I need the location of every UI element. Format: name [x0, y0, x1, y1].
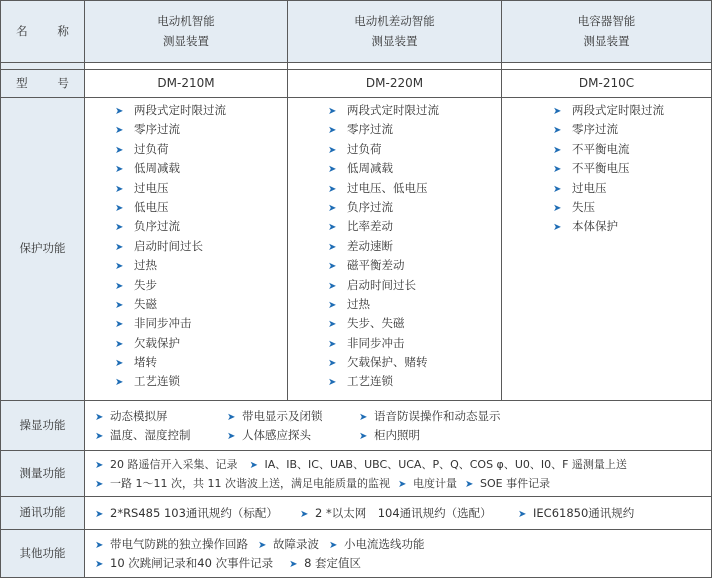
- protection-item-label: 非同步冲击: [134, 316, 192, 331]
- arrow-icon: ➤: [553, 125, 562, 137]
- other-item: ➤ 带电气防跳的独立操作回路: [95, 535, 248, 555]
- protection-item: [553, 198, 711, 217]
- arrow-icon: ➤: [95, 411, 104, 423]
- protection-col-1: [85, 98, 288, 401]
- protection-item: [328, 334, 501, 353]
- communication-label: 通讯功能: [19, 505, 66, 520]
- protection-item-label: 堵转: [134, 355, 157, 370]
- spacer-row: [1, 63, 712, 70]
- spacer-label-cell: [1, 63, 85, 70]
- arrow-icon: ➤: [115, 202, 124, 214]
- arrow-icon: ➤: [328, 280, 337, 292]
- arrow-icon: ➤: [464, 478, 474, 490]
- arrow-icon: ➤: [95, 558, 104, 570]
- arrow-icon: ➤: [328, 319, 337, 331]
- arrow-icon: ➤: [115, 358, 124, 370]
- protection-item-label: 欠载保护: [134, 335, 180, 350]
- arrow-icon: ➤: [95, 430, 104, 442]
- protection-item-label: 负序过流: [134, 219, 180, 234]
- protection-item-label: 负序过流: [347, 199, 393, 214]
- arrow-icon: ➤: [95, 508, 104, 520]
- protection-item: [115, 179, 287, 198]
- arrow-icon: ➤: [359, 411, 368, 423]
- name-label-cell: [1, 1, 85, 63]
- protection-item-label: 低周减载: [134, 161, 180, 176]
- protection-item-label: 零序过流: [134, 122, 180, 137]
- protection-item: [115, 334, 287, 353]
- protection-item-label: 磁平衡差动: [347, 258, 405, 273]
- protection-item: [115, 101, 287, 120]
- protection-row: [1, 98, 712, 401]
- arrow-icon: ➤: [115, 106, 124, 117]
- arrow-icon: ➤: [553, 144, 562, 156]
- product-2-line1: 电动机差动智能: [354, 13, 435, 28]
- measurement-row: [1, 451, 712, 497]
- arrow-icon: ➤: [328, 377, 337, 389]
- other-label: 其他功能: [19, 545, 66, 560]
- protection-item: [328, 353, 501, 372]
- product-header-2: [288, 1, 502, 63]
- protection-label-cell: [1, 98, 85, 401]
- protection-item: [328, 179, 501, 198]
- arrow-icon: ➤: [553, 164, 562, 176]
- arrow-icon: ➤: [359, 430, 368, 442]
- protection-item-label: 零序过流: [347, 122, 393, 137]
- model-label-cell: [1, 70, 85, 98]
- arrow-icon: ➤: [227, 411, 236, 423]
- operation-item: ➤ 动态模拟屏: [95, 407, 227, 427]
- protection-item: [115, 295, 287, 314]
- arrow-icon: ➤: [115, 319, 124, 331]
- measurement-item: ➤ 一路 1～11 次，共 11 次谐波上送，满足电能质量的监视: [95, 474, 390, 494]
- product-header-3: [502, 1, 712, 63]
- protection-item: [553, 140, 711, 159]
- arrow-icon: ➤: [328, 222, 337, 234]
- arrow-icon: ➤: [328, 241, 337, 253]
- measurement-line-1: [85, 455, 711, 474]
- protection-item-label: 工艺连锁: [134, 374, 180, 389]
- protection-item: [553, 179, 711, 198]
- protection-item-label: 工艺连锁: [347, 374, 393, 389]
- protection-item: [115, 372, 287, 391]
- protection-item: [328, 276, 501, 295]
- protection-item-label: 欠载保护、赌转: [347, 355, 428, 370]
- arrow-icon: ➤: [518, 508, 527, 520]
- protection-item: [553, 217, 711, 236]
- product-3-line1: 电容器智能: [577, 13, 636, 28]
- arrow-icon: ➤: [328, 164, 337, 176]
- protection-item-label: 两段式定时限过流: [347, 103, 439, 117]
- protection-item-label: 本体保护: [572, 219, 618, 234]
- arrow-icon: ➤: [95, 539, 104, 551]
- other-content: [85, 530, 712, 578]
- name-label: 名 称: [16, 23, 82, 38]
- arrow-icon: ➤: [249, 459, 258, 471]
- arrow-icon: ➤: [328, 299, 337, 311]
- arrow-icon: ➤: [397, 478, 407, 490]
- spacer-cell-1: [85, 63, 288, 70]
- protection-item-label: 差动速断: [347, 238, 393, 253]
- protection-item-label: 过电压: [572, 180, 607, 195]
- communication-label-cell: [1, 497, 85, 530]
- spacer-cell-3: [502, 63, 712, 70]
- arrow-icon: ➤: [258, 539, 267, 551]
- arrow-icon: ➤: [95, 459, 104, 471]
- arrow-icon: ➤: [328, 106, 337, 117]
- operation-item: ➤ 柜内照明: [359, 426, 420, 446]
- arrow-icon: ➤: [289, 558, 298, 570]
- arrow-icon: ➤: [328, 338, 337, 350]
- arrow-icon: ➤: [115, 299, 124, 311]
- protection-item-label: 过热: [347, 296, 370, 311]
- measurement-item: ➤ SOE 事件记录: [465, 474, 550, 494]
- other-label-cell: [1, 530, 85, 578]
- operation-label: 操显功能: [19, 417, 66, 432]
- protection-item: [115, 120, 287, 139]
- arrow-icon: ➤: [115, 144, 124, 156]
- protection-item: [328, 101, 501, 120]
- arrow-icon: ➤: [95, 478, 104, 490]
- arrow-icon: ➤: [553, 222, 562, 234]
- operation-label-cell: [1, 401, 85, 451]
- protection-item-label: 非同步冲击: [347, 335, 405, 350]
- model-value-2: DM-220M: [288, 70, 502, 98]
- protection-item: [328, 198, 501, 217]
- protection-item: [115, 159, 287, 178]
- communication-content: [85, 497, 712, 530]
- protection-item-label: 启动时间过长: [134, 238, 203, 253]
- measurement-line-2: [85, 474, 711, 493]
- protection-item: [328, 120, 501, 139]
- operation-line-1: [85, 407, 711, 426]
- protection-item-label: 启动时间过长: [347, 277, 416, 292]
- protection-col-2: [288, 98, 502, 401]
- protection-item: [328, 237, 501, 256]
- protection-item-label: 不平衡电流: [572, 141, 630, 156]
- spacer-cell-2: [288, 63, 502, 70]
- communication-item: ➤ 2*RS485 103通讯规约（标配）: [95, 504, 300, 524]
- protection-item-label: 低周减载: [347, 161, 393, 176]
- protection-item: [115, 198, 287, 217]
- arrow-icon: ➤: [328, 202, 337, 214]
- other-line-2: [85, 554, 711, 573]
- model-value-3: DM-210C: [502, 70, 712, 98]
- arrow-icon: ➤: [115, 377, 124, 389]
- other-item: ➤ 小电流选线功能: [329, 535, 425, 555]
- protection-item: [115, 353, 287, 372]
- arrow-icon: ➤: [329, 539, 338, 551]
- arrow-icon: ➤: [328, 358, 337, 370]
- measurement-content: [85, 451, 712, 497]
- protection-item-label: 失磁: [134, 296, 157, 311]
- arrow-icon: ➤: [328, 261, 337, 273]
- protection-label: 保护功能: [19, 241, 66, 256]
- protection-item: [328, 256, 501, 275]
- protection-item: [553, 120, 711, 139]
- protection-item-label: 低电压: [134, 199, 169, 214]
- model-label: 型 号: [16, 75, 82, 90]
- model-row: [1, 70, 712, 98]
- communication-item: ➤ 2 *以太网 104通讯规约（选配）: [300, 504, 518, 524]
- protection-item-label: 不平衡电压: [572, 161, 630, 176]
- arrow-icon: ➤: [115, 183, 124, 195]
- arrow-icon: ➤: [227, 430, 236, 442]
- protection-item-label: 两段式定时限过流: [134, 103, 226, 117]
- protection-item: [553, 101, 711, 120]
- protection-item-label: 失压: [572, 199, 595, 214]
- arrow-icon: ➤: [115, 125, 124, 137]
- protection-item: [328, 159, 501, 178]
- product-1-line2: 测显装置: [163, 33, 209, 48]
- other-item: ➤ 8 套定值区: [289, 554, 361, 574]
- product-3-line2: 测显装置: [583, 33, 630, 48]
- protection-item: [115, 237, 287, 256]
- arrow-icon: ➤: [115, 222, 124, 234]
- protection-item: [115, 256, 287, 275]
- other-item: ➤ 10 次跳闸记录和40 次事件记录: [95, 554, 273, 574]
- model-value-1: DM-210M: [85, 70, 288, 98]
- protection-item: [328, 372, 501, 391]
- arrow-icon: ➤: [115, 261, 124, 273]
- operation-item: ➤ 带电显示及闭锁: [227, 407, 359, 427]
- protection-list-2: [288, 101, 501, 392]
- protection-item-label: 过负荷: [134, 141, 169, 156]
- measurement-item: ➤ 20 路遥信开入采集、记录: [95, 455, 238, 475]
- protection-item-label: 失步: [134, 277, 157, 292]
- other-row: [1, 530, 712, 578]
- communication-item: ➤ IEC61850通讯规约: [518, 504, 634, 524]
- measurement-label: 测量功能: [19, 465, 66, 480]
- product-header-1: [85, 1, 288, 63]
- other-line-1: [85, 535, 711, 554]
- communication-line: [85, 504, 711, 523]
- operation-line-2: [85, 426, 711, 445]
- operation-item: ➤ 人体感应探头: [227, 426, 359, 446]
- arrow-icon: ➤: [115, 338, 124, 350]
- operation-item: ➤ 语音防误操作和动态显示: [359, 407, 501, 427]
- arrow-icon: ➤: [553, 106, 562, 117]
- protection-item: [115, 140, 287, 159]
- arrow-icon: ➤: [300, 508, 309, 520]
- protection-item: [115, 276, 287, 295]
- communication-row: [1, 497, 712, 530]
- arrow-icon: ➤: [115, 241, 124, 253]
- product-2-line2: 测显装置: [371, 33, 418, 48]
- arrow-icon: ➤: [553, 183, 562, 195]
- protection-list-1: [85, 101, 287, 392]
- protection-item-label: 两段式定时限过流: [572, 103, 664, 117]
- protection-list-3: [502, 101, 711, 237]
- protection-item-label: 比率差动: [347, 219, 393, 234]
- protection-item-label: 失步、失磁: [347, 316, 405, 331]
- protection-item: [328, 295, 501, 314]
- measurement-item: ➤ 电度计量: [398, 474, 457, 494]
- header-row: [1, 1, 712, 63]
- operation-row: [1, 401, 712, 451]
- protection-item: [553, 159, 711, 178]
- protection-item-label: 零序过流: [572, 122, 618, 137]
- protection-item-label: 过电压: [134, 180, 169, 195]
- protection-item: [328, 314, 501, 333]
- protection-item: [328, 140, 501, 159]
- arrow-icon: ➤: [553, 202, 562, 214]
- product-1-line1: 电动机智能: [157, 13, 215, 28]
- protection-item: [115, 314, 287, 333]
- arrow-icon: ➤: [328, 125, 337, 137]
- arrow-icon: ➤: [328, 144, 337, 156]
- arrow-icon: ➤: [115, 280, 124, 292]
- operation-content: [85, 401, 712, 451]
- protection-item: [328, 217, 501, 236]
- arrow-icon: ➤: [115, 164, 124, 176]
- protection-col-3: [502, 98, 712, 401]
- arrow-icon: ➤: [328, 183, 337, 195]
- measurement-item: ➤ IA、IB、IC、UAB、UBC、UCA、P、Q、COS φ、U0、I0、F 遥测量上送: [250, 455, 627, 475]
- other-item: ➤ 故障录波: [258, 535, 319, 555]
- protection-item-label: 过负荷: [347, 141, 382, 156]
- protection-item-label: 过热: [134, 258, 157, 273]
- measurement-label-cell: [1, 451, 85, 497]
- protection-item: [115, 217, 287, 236]
- operation-item: ➤ 温度、湿度控制: [95, 426, 227, 446]
- protection-item-label: 过电压、低电压: [347, 180, 428, 195]
